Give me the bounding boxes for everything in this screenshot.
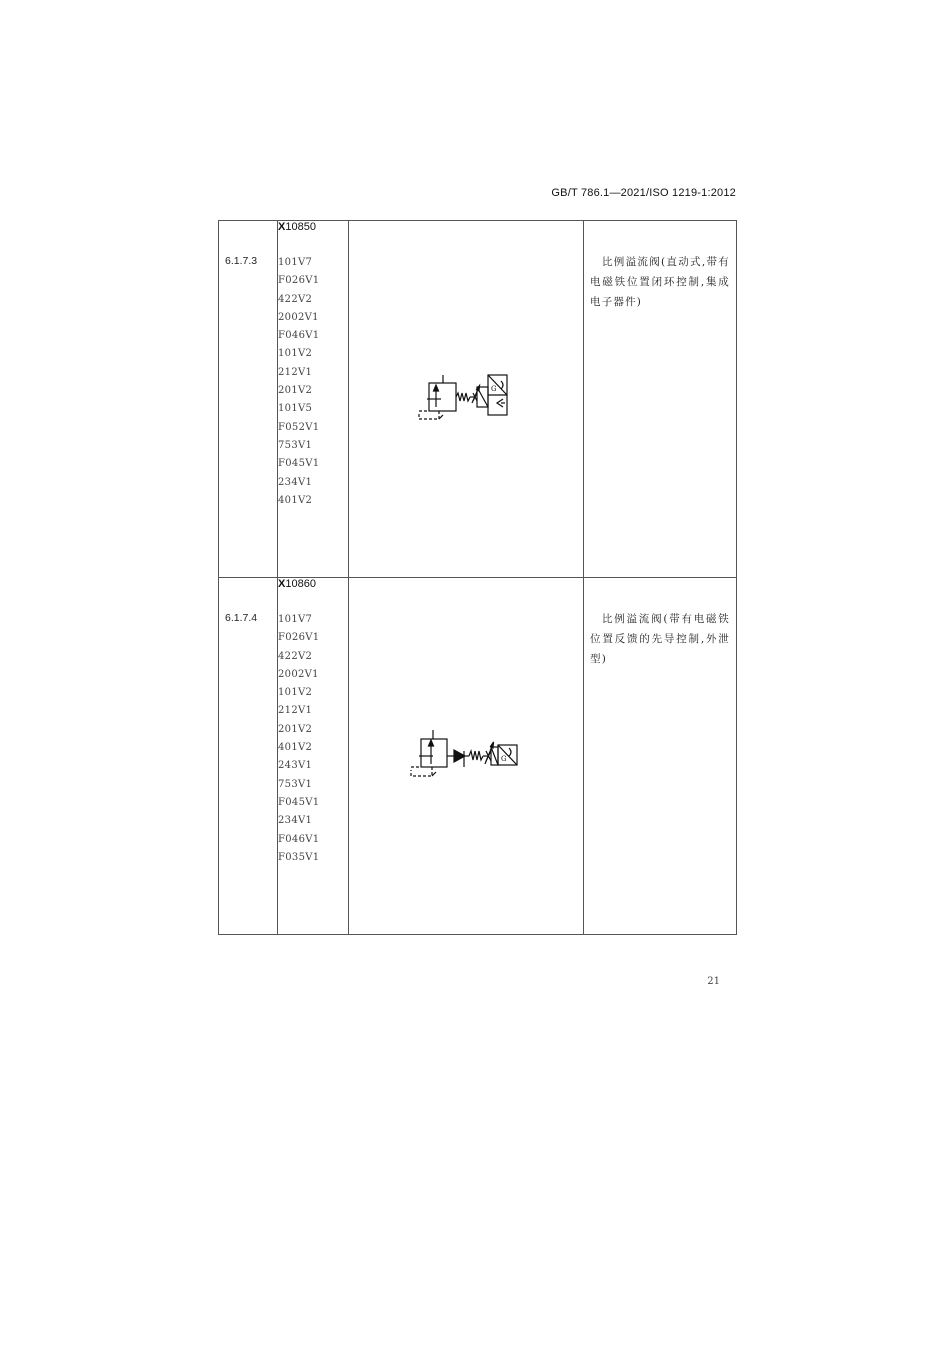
ref-item: 212V1 bbox=[278, 705, 313, 717]
page-number: 21 bbox=[707, 976, 720, 987]
g-label: G bbox=[501, 755, 507, 763]
ref-item: 234V1 bbox=[278, 476, 313, 488]
ref-item: 2002V1 bbox=[278, 311, 319, 323]
standard-header: GB/T 786.1—2021/ISO 1219-1:2012 bbox=[551, 187, 736, 199]
relief-valve-symbol bbox=[415, 371, 535, 431]
table-row bbox=[219, 578, 737, 935]
ref-item: 234V1 bbox=[278, 815, 313, 827]
description: 比例溢流阀(直动式,带有电磁铁位置闭环控制,集成电子器件) bbox=[590, 256, 730, 308]
ref-item: 401V2 bbox=[278, 494, 313, 506]
ref-item: F026V1 bbox=[278, 275, 320, 287]
ref-item: 101V5 bbox=[278, 403, 313, 415]
ref-item: 101V2 bbox=[278, 348, 313, 360]
ref-item: 212V1 bbox=[278, 366, 313, 378]
clause-cell bbox=[219, 578, 278, 935]
ref-item: 2002V1 bbox=[278, 668, 319, 680]
ref-item: 422V2 bbox=[278, 650, 313, 662]
ref-item: 422V2 bbox=[278, 293, 313, 305]
ref-item: 753V1 bbox=[278, 439, 313, 451]
symbol-cell bbox=[349, 578, 584, 935]
ref-item: 201V2 bbox=[278, 723, 313, 735]
ref-item: F026V1 bbox=[278, 632, 320, 644]
ref-item: F035V1 bbox=[278, 851, 320, 863]
code-cell bbox=[278, 221, 349, 578]
ref-item: F046V1 bbox=[278, 330, 320, 342]
ref-list bbox=[278, 611, 348, 867]
symbol-cell bbox=[349, 221, 584, 578]
ref-item: 201V2 bbox=[278, 385, 313, 397]
description-cell bbox=[584, 578, 737, 935]
g-label: G bbox=[491, 385, 497, 393]
ref-item: 101V7 bbox=[278, 257, 313, 268]
ref-item: 243V1 bbox=[278, 760, 313, 772]
table-row bbox=[219, 221, 737, 578]
ref-item: 401V2 bbox=[278, 742, 313, 754]
description-cell bbox=[584, 221, 737, 578]
ref-item: F045V1 bbox=[278, 458, 320, 470]
ref-item: F046V1 bbox=[278, 833, 320, 845]
symbol-table bbox=[218, 220, 737, 935]
clause-number: 6.1.7.4 bbox=[225, 612, 258, 624]
ref-list bbox=[278, 254, 348, 510]
symbol-code: X10860 bbox=[278, 578, 316, 590]
symbol-code: X10850 bbox=[278, 221, 316, 233]
ref-item: F052V1 bbox=[278, 421, 320, 433]
code-cell bbox=[278, 578, 349, 935]
ref-item: F045V1 bbox=[278, 796, 320, 808]
description: 比例溢流阀(带有电磁铁位置反馈的先导控制,外泄型) bbox=[590, 613, 730, 665]
pilot-relief-valve-symbol bbox=[407, 726, 532, 791]
ref-item: 101V7 bbox=[278, 614, 313, 625]
ref-item: 101V2 bbox=[278, 687, 313, 699]
clause-number: 6.1.7.3 bbox=[225, 255, 258, 267]
ref-item: 753V1 bbox=[278, 778, 313, 790]
clause-cell bbox=[219, 221, 278, 578]
